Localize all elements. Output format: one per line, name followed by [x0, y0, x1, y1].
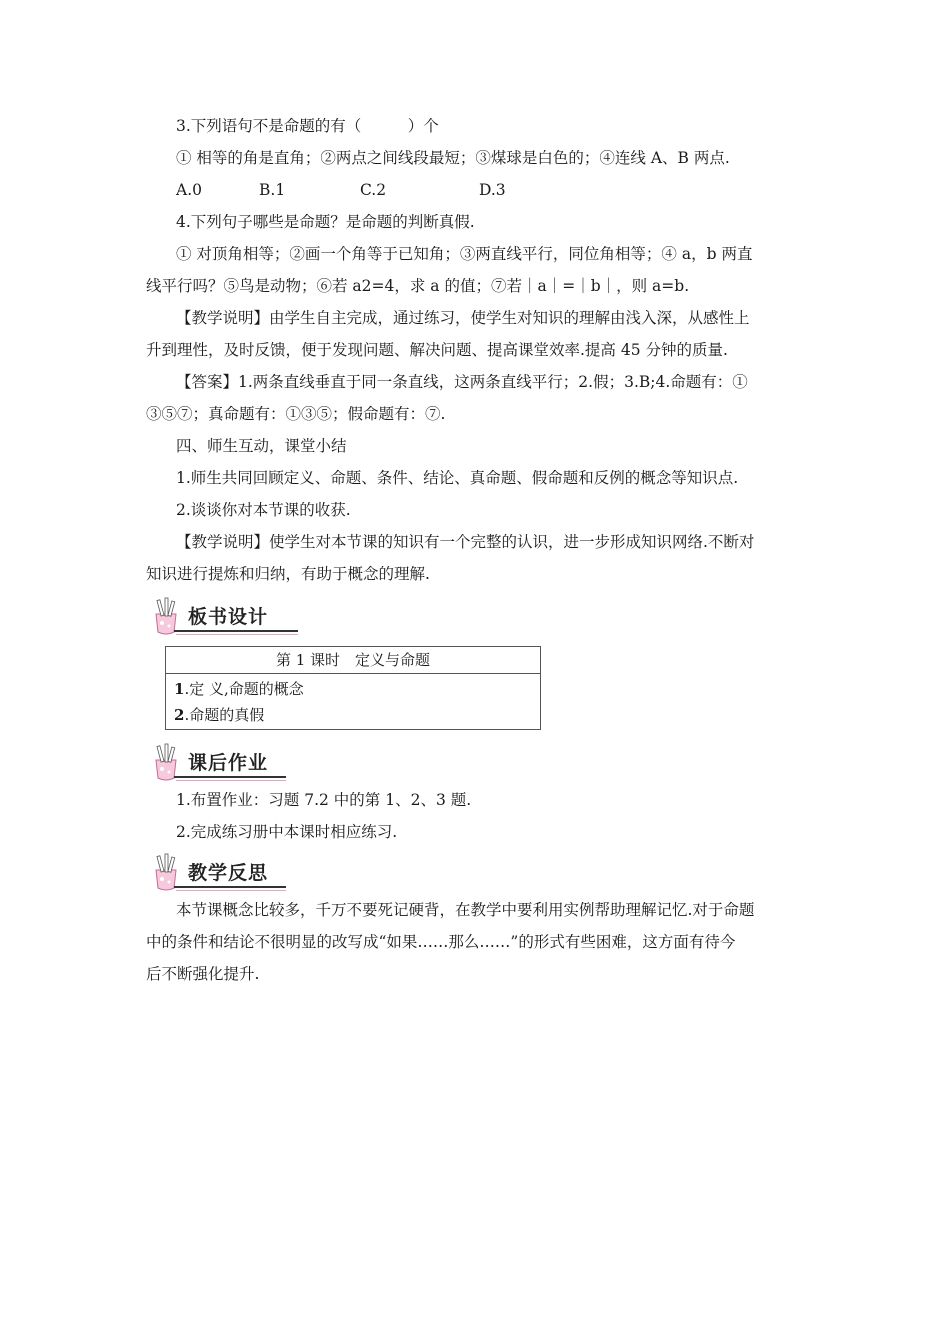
q3-items: ① 相等的角是直角；②两点之间线段最短；③煤球是白色的；④连线 A、B 两点.	[176, 149, 730, 167]
q3-choice-b: B.1	[259, 181, 286, 199]
homework-item1: 1.布置作业：习题 7.2 中的第 1、2、3 题.	[176, 791, 472, 809]
q3-choice-a: A.0	[176, 181, 202, 199]
board-item-2	[174, 705, 264, 725]
note1-line2: 升到理性，及时反馈，便于发现问题、解决问题、提高课堂效率.提高 45 分钟的质量.	[146, 341, 728, 359]
section4-item1: 1.师生共同回顾定义、命题、条件、结论、真命题、假命题和反例的概念等知识点.	[176, 469, 739, 487]
q4-line2: 线平行吗？⑤鸟是动物；⑥若 a2=4，求 a 的值；⑦若｜a｜=｜b｜，则 a=b.	[146, 277, 690, 295]
answer-line1: 【答案】1.两条直线垂直于同一条直线，这两条直线平行；2.假；3.B;4.命题有：①	[176, 373, 748, 391]
header-underline	[174, 886, 286, 888]
reflection-title: 教学反思	[188, 862, 269, 884]
board-design-box	[165, 646, 541, 730]
note2-line2: 知识进行提炼和归纳，有助于概念的理解.	[146, 565, 430, 583]
note1-line1: 【教学说明】由学生自主完成，通过练习，使学生对知识的理解由浅入深，从感性上	[176, 309, 750, 327]
board-title: 第 1 课时 定义与命题	[166, 647, 540, 674]
board-design-title: 板书设计	[188, 606, 269, 628]
reflection-header	[146, 852, 286, 892]
board-item-text: .命题的真假	[184, 706, 265, 724]
board-item-number: 1	[174, 680, 185, 698]
reflection-line3: 后不断强化提升.	[146, 965, 260, 983]
q3-choice-c: C.2	[360, 181, 387, 199]
q4-line1: ① 对顶角相等；②画一个角等于已知角；③两直线平行，同位角相等；④ a，b 两直	[176, 245, 753, 263]
header-underline-accent	[176, 890, 286, 891]
q4-stem: 4.下列句子哪些是命题？是命题的判断真假.	[176, 213, 475, 231]
board-item-number: 2	[174, 706, 185, 724]
header-underline	[174, 630, 298, 632]
answer-line2: ③⑤⑦；真命题有：①③⑤；假命题有：⑦.	[146, 405, 446, 423]
header-underline-accent	[176, 634, 298, 635]
board-item-1	[174, 679, 304, 699]
homework-item2: 2.完成练习册中本课时相应练习.	[176, 823, 398, 841]
board-design-header	[146, 596, 298, 636]
reflection-line2: 中的条件和结论不很明显的改写成“如果……那么……”的形式有些困难，这方面有待今	[146, 933, 736, 951]
homework-header	[146, 742, 286, 782]
section4-title: 四、师生互动，课堂小结	[176, 437, 347, 455]
header-underline	[174, 776, 286, 778]
q3-choice-d: D.3	[479, 181, 506, 199]
reflection-line1: 本节课概念比较多，千万不要死记硬背，在教学中要利用实例帮助理解记忆.对于命题	[176, 901, 755, 919]
q3-stem: 3.下列语句不是命题的有（ ）个	[176, 117, 439, 135]
homework-title: 课后作业	[188, 752, 269, 774]
note2-line1: 【教学说明】使学生对本节课的知识有一个完整的认识，进一步形成知识网络.不断对	[176, 533, 755, 551]
board-item-text: .定 义,命题的概念	[184, 680, 304, 698]
section4-item2: 2.谈谈你对本节课的收获.	[176, 501, 351, 519]
header-underline-accent	[176, 780, 286, 781]
